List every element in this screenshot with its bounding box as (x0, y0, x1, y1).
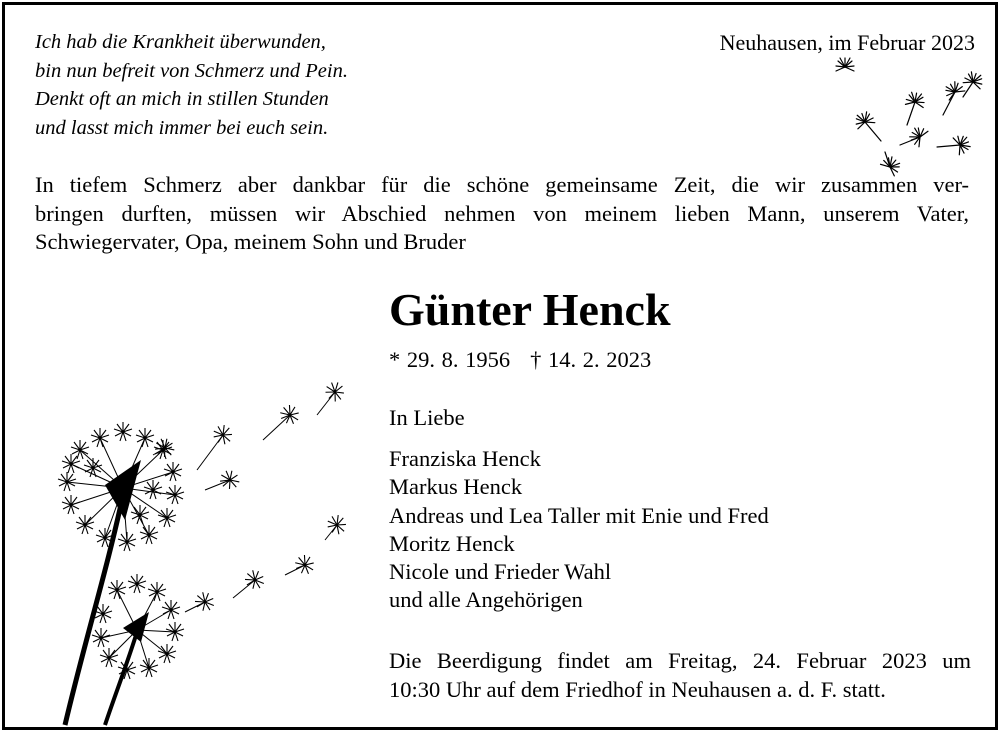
mourners-list (389, 445, 769, 615)
mourner: Markus Henck (389, 474, 523, 500)
death-date: † 14. 2. 2023 (530, 347, 652, 372)
dandelion-flowers-icon (45, 380, 365, 730)
intro-line: Schwiegervater, Opa, meinem Sohn und Bruder (35, 229, 466, 254)
mourner: Nicole und Frieder Wahl (389, 559, 612, 585)
mourner: Andreas und Lea Taller mit Enie und Fred (389, 502, 769, 528)
funeral-line: Die Beerdigung findet am Freitag, 24. Februar 2023 um (389, 648, 971, 673)
intro-line: In tiefem Schmerz aber dankbar für die schöne gemeinsame Zeit, die wir zusammen ver- (35, 172, 969, 197)
mourner: Franziska Henck (389, 446, 541, 471)
life-dates (389, 347, 651, 373)
poem (35, 28, 348, 142)
intro-text (35, 171, 969, 257)
place-and-date: Neuhausen, im Februar 2023 (719, 30, 975, 55)
in-love-label: In Liebe (389, 405, 465, 430)
obituary-notice (2, 2, 998, 730)
poem-line: Ich hab die Krankheit überwunden, (35, 31, 326, 53)
mourner: Moritz Henck (389, 530, 515, 556)
funeral-line: 10:30 Uhr auf dem Friedhof in Neuhausen a. d. F. statt. (389, 676, 886, 702)
funeral-notice (389, 647, 971, 704)
birth-date: * 29. 8. 1956 (389, 347, 511, 372)
poem-line: Denkt oft an mich in stillen Stunden (35, 88, 329, 110)
intro-line: bringen durften, müssen wir Abschied nehmen von meinem lieben Mann, unserem Vater, (35, 200, 969, 226)
mourner: und alle Angehörigen (389, 587, 583, 613)
poem-line: bin nun befreit von Schmerz und Pein. (35, 59, 348, 82)
deceased-name: Günter Henck (389, 284, 671, 335)
poem-line: und lasst mich immer bei euch sein. (35, 116, 329, 139)
dandelion-seeds-icon (845, 67, 985, 182)
